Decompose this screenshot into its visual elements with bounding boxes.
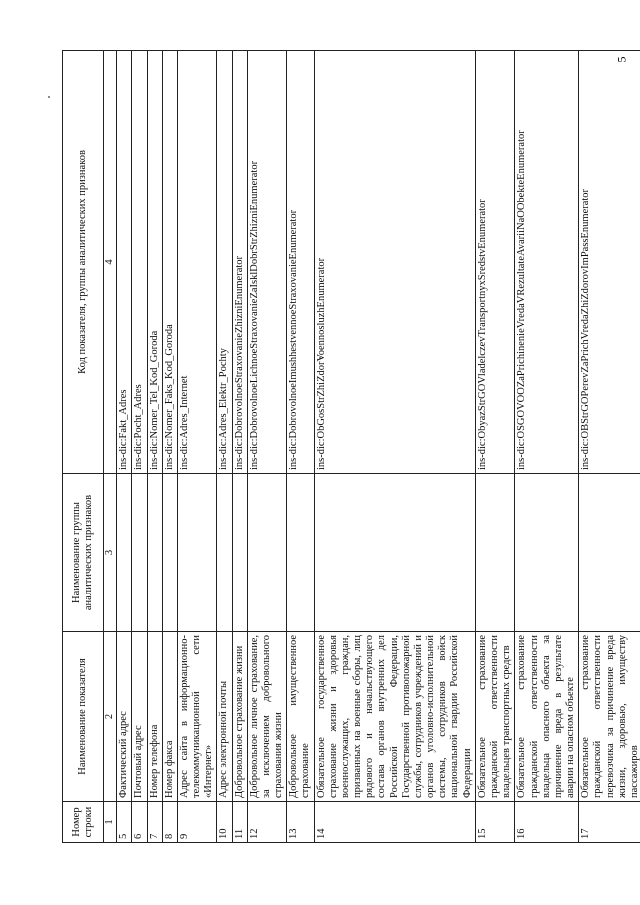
- row-number: 13: [287, 802, 314, 843]
- column-number: 3: [104, 474, 117, 632]
- row-number: 7: [147, 802, 162, 843]
- header-indicator-name: Наименование показателя: [63, 632, 104, 802]
- indicator-name: Обязательное страхование гражданской ответственности владельцев транспортных средств: [475, 632, 515, 802]
- group-name: [579, 474, 640, 632]
- row-number: 5: [117, 802, 132, 843]
- group-name: [117, 474, 132, 632]
- indicator-code: ins-dic:Adres_Internet: [177, 51, 217, 474]
- table-row: [117, 51, 132, 843]
- group-name: [287, 474, 314, 632]
- table-row: [162, 51, 177, 843]
- table-row: [287, 51, 314, 843]
- group-name: [147, 474, 162, 632]
- indicator-name: Фактический адрес: [117, 632, 132, 802]
- header-group-name: Наименование группы аналитических признаков: [63, 474, 104, 632]
- indicator-name: Адрес электронной почты: [217, 632, 232, 802]
- row-number: 17: [579, 802, 640, 843]
- indicator-name: Добровольное страхование жизни: [232, 632, 247, 802]
- indicator-name: Почтовый адрес: [132, 632, 147, 802]
- indicator-name: Добровольное имущественное страхование: [287, 632, 314, 802]
- row-number: 16: [515, 802, 579, 843]
- row-number: 8: [162, 802, 177, 843]
- table-row: [579, 51, 640, 843]
- page-number: 5: [614, 56, 629, 63]
- indicator-code: ins-dic:Nomer_Faks_Kod_Goroda: [162, 51, 177, 474]
- group-name: [217, 474, 232, 632]
- indicator-code: ins-dic:Pocht_Adres: [132, 51, 147, 474]
- table-row: [147, 51, 162, 843]
- indicator-code: ins-dic:DobrovolnoeStraxovanieZhizniEnumerator: [232, 51, 247, 474]
- indicator-code: ins-dic:DobrovolnoeImushhestvennoeStraxovanieEnumerator: [287, 51, 314, 474]
- table-row: [314, 51, 475, 843]
- indicator-code: ins-dic:ObGosStrZhiZdorVoennosluzhEnumerator: [314, 51, 475, 474]
- row-number: 9: [177, 802, 217, 843]
- group-name: [475, 474, 515, 632]
- indicator-code: ins-dic:DobrovolnoeLichnoeStraxovanieZaIsklDobrStrZhizniEnumerator: [247, 51, 287, 474]
- group-name: [515, 474, 579, 632]
- group-name: [177, 474, 217, 632]
- indicator-name: Обязательное страхование гражданской ответственности владельца опасного объекта за причинение вреда в результате аварии на опасном объекте: [515, 632, 579, 802]
- row-number: 10: [217, 802, 232, 843]
- rotated-table-container: [62, 51, 640, 843]
- indicator-code: ins-dic:Nomer_Tel_Kod_Goroda: [147, 51, 162, 474]
- scan-speck: [48, 96, 50, 98]
- header-indicator-code: Код показателя, группы аналитических признаков: [63, 51, 104, 474]
- indicator-code: ins-dic:Fakt_Adres: [117, 51, 132, 474]
- group-name: [132, 474, 147, 632]
- column-number: 4: [104, 51, 117, 474]
- row-number: 6: [132, 802, 147, 843]
- row-number: 15: [475, 802, 515, 843]
- group-name: [232, 474, 247, 632]
- table-row: [475, 51, 515, 843]
- indicator-name: Номер телефона: [147, 632, 162, 802]
- indicator-code: ins-dic:OBStrGOPerevZaPrichVredaZhiZdorovImPassEnumerator: [579, 51, 640, 474]
- column-number-row: [104, 51, 117, 843]
- indicator-name: Обязательное страхование гражданской ответственности перевозчика за причинение вреда жизни, здоровью, имуществу пассажиров: [579, 632, 640, 802]
- indicator-name: Номер факса: [162, 632, 177, 802]
- indicator-name: Обязательное государственное страхование жизни и здоровья военнослужащих, граждан, призванных на военные сборы, лиц рядового и начальствующего состава органов внутренних дел Российской Федерации, Государственной противопожарной службы, сотрудников учреждений и органов уголовно-исполнительной системы, сотрудников войск национальной гвардии Российской Федерации: [314, 632, 475, 802]
- indicator-name: Адрес сайта в информационно-телекоммуникационной сети «Интернет»: [177, 632, 217, 802]
- table-row: [217, 51, 232, 843]
- header-row-number: Номер строки: [63, 802, 104, 843]
- table-row: [177, 51, 217, 843]
- column-number: 2: [104, 632, 117, 802]
- indicator-code: ins-dic:OSGOVOOZaPrichinenieVredaVRezultateAvariiNaOObekteEnumerator: [515, 51, 579, 474]
- row-number: 12: [247, 802, 287, 843]
- table-row: [232, 51, 247, 843]
- table-row: [247, 51, 287, 843]
- indicator-code: ins-dic:Adres_Elektr_Pochty: [217, 51, 232, 474]
- table-row: [515, 51, 579, 843]
- group-name: [247, 474, 287, 632]
- row-number: 11: [232, 802, 247, 843]
- indicator-code: ins-dic:ObyazStrGOVladelczevTransportnyxSredstvEnumerator: [475, 51, 515, 474]
- column-number: 1: [104, 802, 117, 843]
- group-name: [162, 474, 177, 632]
- group-name: [314, 474, 475, 632]
- row-number: 14: [314, 802, 475, 843]
- table-header-row: [63, 51, 104, 843]
- indicator-name: Добровольное личное страхование, за исключением добровольного страхования жизни: [247, 632, 287, 802]
- indicator-table: [62, 50, 640, 843]
- table-row: [132, 51, 147, 843]
